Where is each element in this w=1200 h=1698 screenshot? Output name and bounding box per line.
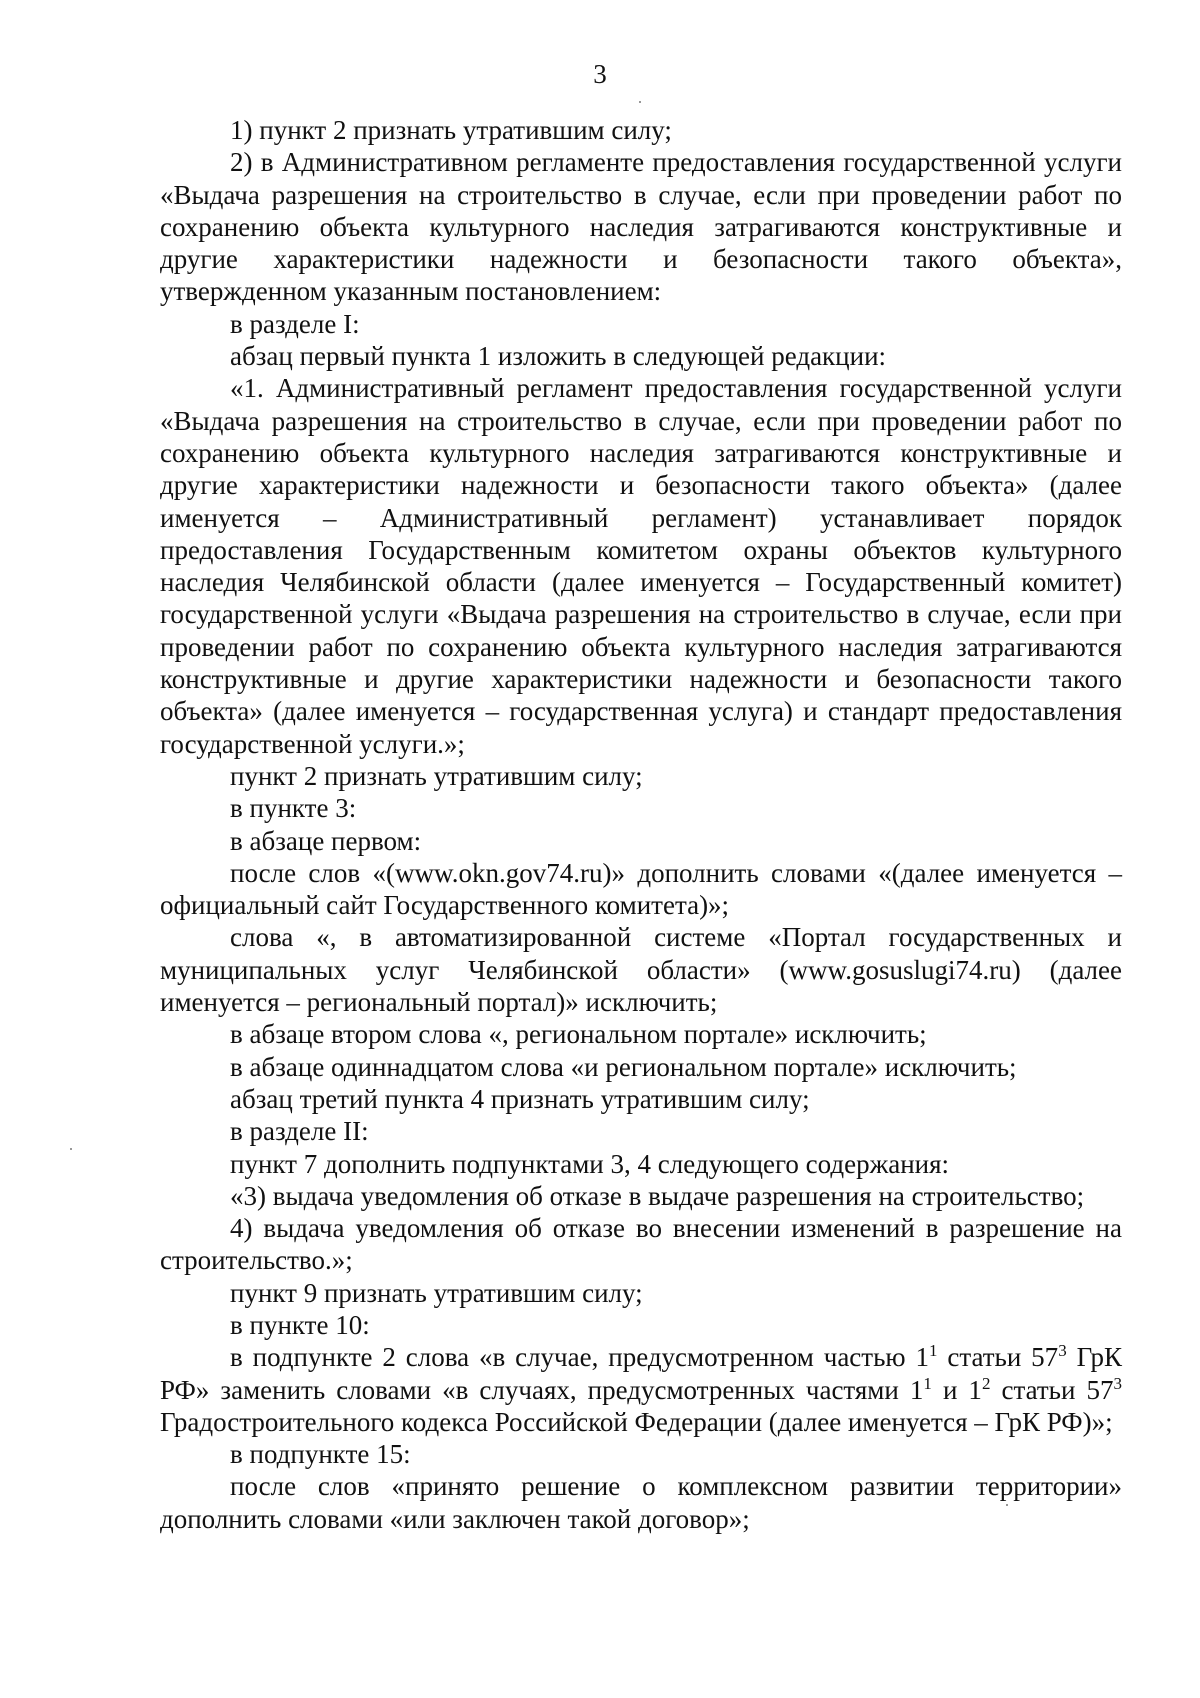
paragraph: пункт 7 дополнить подпунктами 3, 4 следующего содержания: <box>230 1148 950 1179</box>
document-body <box>160 114 1122 1535</box>
paragraph: в пункте 10: <box>230 1309 370 1340</box>
superscript: 2 <box>981 1373 991 1393</box>
paragraph: в абзаце первом: <box>230 825 422 856</box>
paragraph: после слов «принято решение о комплексном развитии территории» дополнить словами «или заключен такой договор»; <box>160 1471 1122 1534</box>
paragraph: пункт 2 признать утратившим силу; <box>230 760 643 791</box>
paragraph: в разделе I: <box>230 308 360 339</box>
paragraph: пункт 9 признать утратившим силу; <box>230 1277 643 1308</box>
scan-speck <box>1006 1504 1008 1506</box>
paragraph: в абзаце втором слова «, региональном портале» исключить; <box>230 1019 927 1050</box>
paragraph: в абзаце одиннадцатом слова «и региональном портале» исключить; <box>230 1051 1017 1082</box>
paragraph-with-superscripts: в подпункте 2 слова «в случае, предусмотренном частью $1^1$ статьи $57^3$ ГрК РФ» заменить словами «в случаях, предусмотренных частями $1^1$ и $1^2$ статьи $57^3$ Градостроительного кодекса Российской Федерации (далее именуется – ГрК РФ)»; <box>160 1341 1122 1437</box>
page-number: 3 <box>593 59 607 89</box>
paragraph: абзац первый пункта 1 изложить в следующей редакции: <box>230 341 887 372</box>
paragraph: слова «, в автоматизированной системе «Портал государственных и муниципальных услуг Челябинской области» (www.gosuslugi74.ru) (далее именуется – региональный портал)» исключить; <box>160 922 1122 1018</box>
scan-speck <box>639 101 641 103</box>
paragraph: «1. Административный регламент предоставления государственной услуги «Выдача разрешения на строительство в случае, если при проведении работ по сохранению объекта культурного наследия затрагиваются конструктивные и другие характеристики надежности и безопасности такого объекта» (далее именуется – Административный регламент) устанавливает порядок предоставления Государственным комитетом охраны объектов культурного наследия Челябинской области (далее именуется – Государственный комитет) государственной услуги «Выдача разрешения на строительство в случае, если при проведении работ по сохранению объекта культурного наследия затрагиваются конструктивные и другие характеристики надежности и безопасности такого объекта» (далее именуется – государственная услуга) и стандарт предоставления государственной услуги.»; <box>160 373 1122 759</box>
paragraph: 4) выдача уведомления об отказе во внесении изменений в разрешение на строительство.»; <box>160 1213 1122 1276</box>
paragraph: после слов «(www.okn.gov74.ru)» дополнить словами «(далее именуется – официальный сайт Государственного комитета)»; <box>160 857 1122 921</box>
paragraph: в подпункте 15: <box>230 1439 411 1470</box>
superscript: 3 <box>1113 1373 1122 1393</box>
paragraph: в разделе II: <box>230 1116 369 1147</box>
superscript: 1 <box>923 1373 932 1393</box>
scan-speck <box>70 1148 72 1150</box>
paragraph: в пункте 3: <box>230 793 357 824</box>
superscript: 3 <box>1058 1341 1067 1361</box>
paragraph: 1) пункт 2 признать утратившим силу; <box>230 115 672 145</box>
paragraph: «3) выдача уведомления об отказе в выдаче разрешения на строительство; <box>230 1180 1085 1211</box>
paragraph: 2) в Административном регламенте предоставления государственной услуги «Выдача разрешения на строительство в случае, если при проведении работ по сохранению объекта культурного наследия затрагиваются конструктивные и другие характеристики надежности и безопасности такого объекта», утвержденном указанным постановлением: <box>160 147 1122 307</box>
superscript: 1 <box>928 1341 938 1361</box>
paragraph: абзац третий пункта 4 признать утратившим силу; <box>230 1083 810 1114</box>
